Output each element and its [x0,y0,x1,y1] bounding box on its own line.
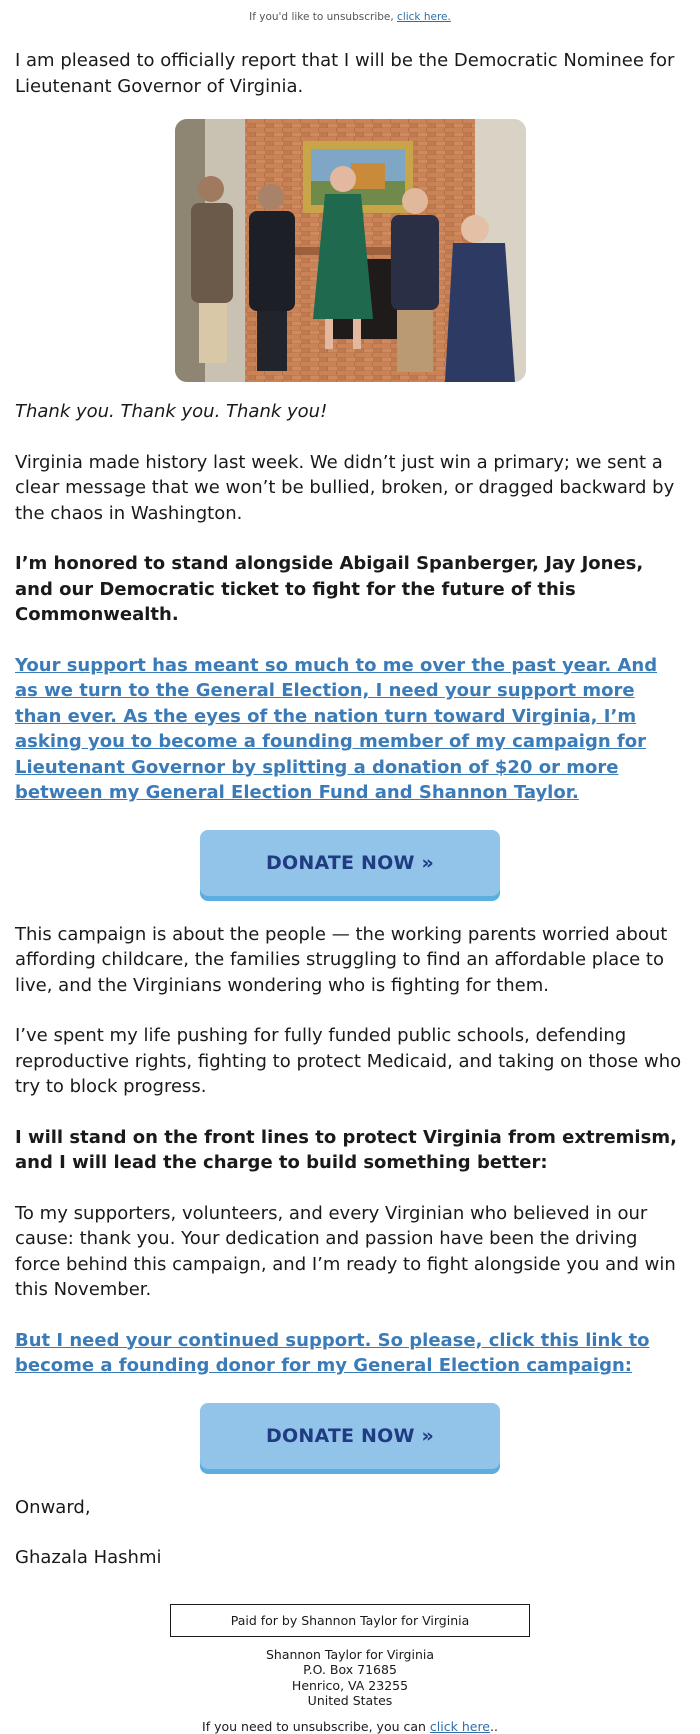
continued-support-paragraph [15,1328,685,1379]
support-paragraph [15,653,685,806]
address-line-city: Henrico, VA 23255 [291,1677,409,1693]
address-line-org: Shannon Taylor for Virginia [265,1646,435,1662]
donate-now-button-1[interactable]: DONATE NOW » [200,830,500,896]
support-donate-link[interactable]: Your support has meant so much to me over the past year. And as we turn to the General Election, I need your support more than ever. As the eyes of the nation turn toward Virginia, I’m asking you to become a founding member of my campaign for Lieutenant Governor by splitting a donation of $20 or more between my General Election Fund and Shannon Taylor. [15,654,658,803]
donate-button-container-1 [15,830,685,896]
honored-paragraph: I’m honored to stand alongside Abigail Spanberger, Jay Jones, and our Democratic ticket to fight for the future of this Commonwealth. [15,553,644,625]
footer-unsubscribe-suffix: .. [490,1718,498,1734]
footer-unsubscribe-line [15,1719,685,1734]
donate-button-container-2 [15,1403,685,1469]
photo-container [15,119,685,382]
people-paragraph: This campaign is about the people — the working parents worried about affording childcare, the families struggling to find an affordable place to live, and the Virginians wondering who is fighting for them. [15,923,668,996]
record-paragraph: I’ve spent my life pushing for fully funded public schools, defending reproductive rights, fighting to protect Medicaid, and taking on those who try to block progress. [15,1025,682,1097]
intro-paragraph: I am pleased to officially report that I will be the Democratic Nominee for Lieutenant Governor of Virginia. [15,50,675,97]
sign-off: Onward, [15,1496,91,1518]
top-unsubscribe-line [15,0,685,30]
campaign-event-photo [175,119,526,382]
signer-name: Ghazala Hashmi [15,1547,162,1568]
continued-support-link[interactable]: But I need your continued support. So please, click this link to become a founding donor for my General Election campaign: [15,1329,650,1376]
donate-now-button-2[interactable]: DONATE NOW » [200,1403,500,1469]
paid-for-disclaimer: Paid for by Shannon Taylor for Virginia [170,1604,530,1637]
address-line-po-box: P.O. Box 71685 [303,1662,397,1677]
top-unsubscribe-text: If you'd like to unsubscribe, [249,11,398,23]
front-lines-paragraph: I will stand on the front lines to protect Virginia from extremism, and I will lead the charge to build something better: [15,1126,677,1173]
thanks-line: Thank you. Thank you. Thank you! [15,401,328,422]
history-paragraph: Virginia made history last week. We didn’t just win a primary; we sent a clear message that we won’t be bullied, broken, or dragged backward by the chaos in Washington. [15,451,675,524]
mailing-address [15,1647,685,1709]
footer-unsubscribe-text: If you need to unsubscribe, you can [202,1718,430,1734]
address-line-country: United States [307,1693,393,1708]
supporters-paragraph: To my supporters, volunteers, and every Virginian who believed in our cause: thank you. Your dedication and passion have been the driving force behind this campaign, and I’m ready to fight alongside you and win this November. [15,1202,676,1300]
email-footer [15,1604,685,1734]
footer-unsubscribe-link[interactable]: click here [429,1718,490,1734]
top-unsubscribe-link[interactable]: click here. [397,11,451,23]
